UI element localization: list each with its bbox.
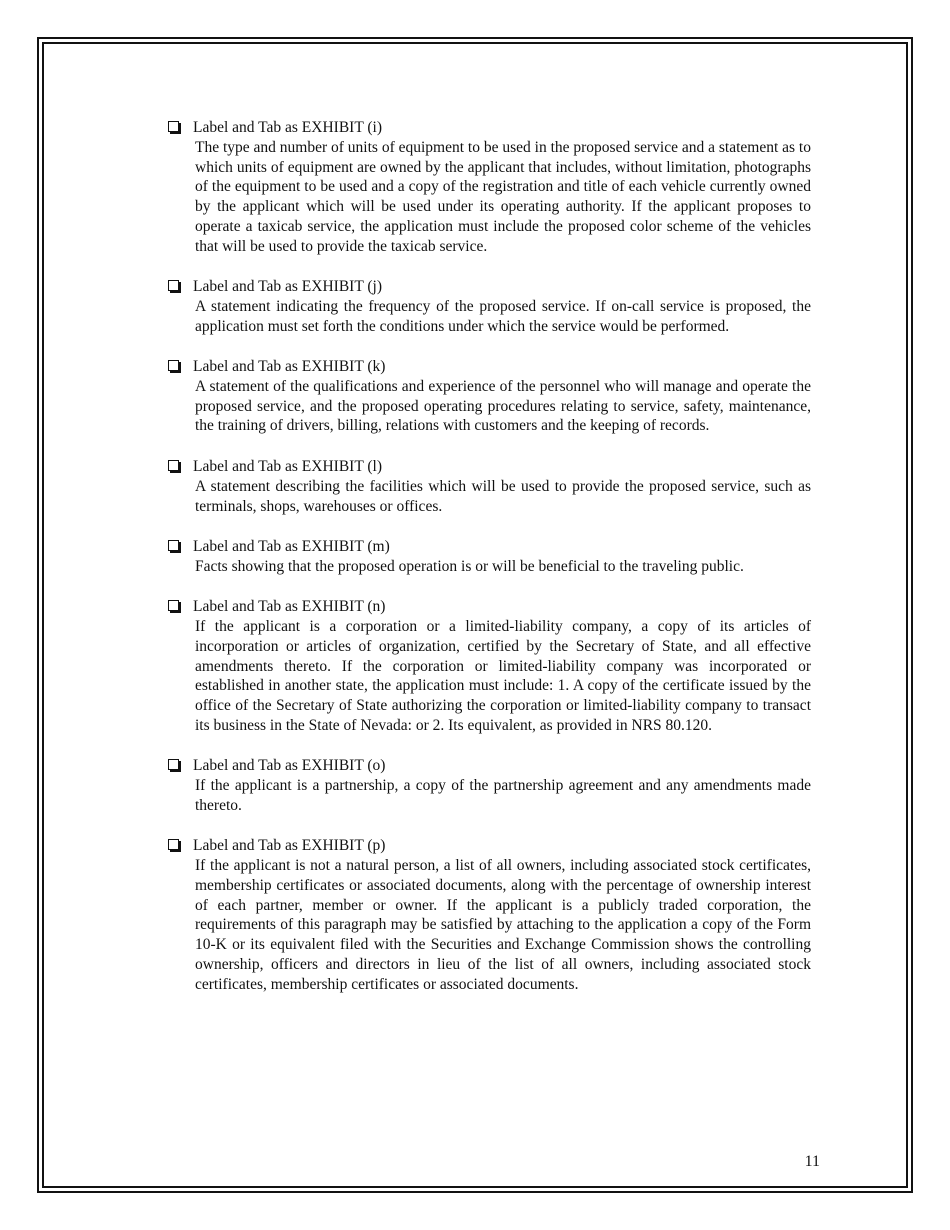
exhibit-description: A statement indicating the frequency of the proposed service. If on-call service is proposed, the application must set forth the conditions under which the service would be performed. bbox=[195, 297, 811, 335]
checkbox-icon[interactable] bbox=[168, 600, 179, 611]
exhibit-label: Label and Tab as EXHIBIT (n) bbox=[193, 598, 386, 616]
checkbox-icon[interactable] bbox=[168, 540, 179, 551]
checkbox-icon[interactable] bbox=[168, 759, 179, 770]
exhibit-header bbox=[167, 755, 811, 776]
exhibit-j bbox=[167, 276, 811, 336]
exhibit-description: A statement of the qualifications and experience of the personnel who will manage and operate the proposed service, and the proposed operating procedures relating to service, safety, maintenance, the training of drivers, billing, relations with customers and the keeping of records. bbox=[195, 378, 811, 435]
exhibit-k bbox=[167, 356, 811, 436]
exhibit-description: If the applicant is a corporation or a limited-liability company, a copy of its articles of incorporation or articles of organization, certified by the Secretary of State, and all effective amendments thereto. If the corporation or limited-liability company was incorporated or established in another state, the application must include: 1. A copy of the certificate issued by the office of the Secretary of State authorizing the corporation or limited-liability company to transact its business in the State of Nevada: or 2. Its equivalent, as provided in NRS 80.120. bbox=[195, 618, 811, 734]
exhibit-m bbox=[167, 536, 811, 577]
exhibit-o bbox=[167, 755, 811, 815]
exhibit-l bbox=[167, 456, 811, 516]
exhibit-header bbox=[167, 596, 811, 617]
checkbox-icon[interactable] bbox=[168, 460, 179, 471]
exhibit-label: Label and Tab as EXHIBIT (i) bbox=[193, 119, 383, 136]
exhibit-header bbox=[167, 356, 811, 377]
exhibit-description: A statement describing the facilities which will be used to provide the proposed service, such as terminals, shops, warehouses or offices. bbox=[195, 477, 811, 515]
exhibit-header bbox=[167, 276, 811, 297]
exhibit-label: Label and Tab as EXHIBIT (l) bbox=[193, 457, 383, 475]
exhibit-p bbox=[167, 835, 811, 994]
exhibit-label: Label and Tab as EXHIBIT (m) bbox=[193, 537, 390, 555]
exhibit-header bbox=[167, 456, 811, 477]
exhibit-description: Facts showing that the proposed operation is or will be beneficial to the traveling public. bbox=[195, 557, 744, 575]
exhibit-i bbox=[167, 117, 811, 256]
exhibit-list bbox=[167, 117, 811, 1014]
exhibit-description: If the applicant is not a natural person, a list of all owners, including associated stock certificates, membership certificates or associated documents, along with the percentage of ownership interest of each partner, member or owner. If the applicant is a publicly traded corporation, the requirements of this paragraph may be satisfied by attaching to the application a copy of the Form 10-K or its equivalent filed with the Securities and Exchange Commission shows the controlling ownership, officers and directors in lieu of the list of all owners, including associated stock certificates, membership certificates or associated documents. bbox=[195, 857, 811, 993]
exhibit-label: Label and Tab as EXHIBIT (k) bbox=[193, 358, 386, 375]
page-number: 11 bbox=[804, 1153, 820, 1170]
checkbox-icon[interactable] bbox=[168, 839, 179, 850]
exhibit-description: If the applicant is a partnership, a copy of the partnership agreement and any amendments made thereto. bbox=[195, 777, 811, 814]
exhibit-n bbox=[167, 596, 811, 735]
exhibit-header bbox=[167, 536, 811, 557]
exhibit-label: Label and Tab as EXHIBIT (o) bbox=[193, 757, 386, 775]
exhibit-label: Label and Tab as EXHIBIT (p) bbox=[193, 837, 386, 855]
exhibit-label: Label and Tab as EXHIBIT (j) bbox=[193, 277, 383, 295]
exhibit-header bbox=[167, 117, 811, 138]
exhibit-description: The type and number of units of equipment to be used in the proposed service and a statement as to which units of equipment are owned by the applicant that includes, without limitation, photographs of the equipment to be used and a copy of the registration and title of each vehicle currently owned by the applicant which will be used under its operating authority. If the applicant proposes to operate a taxicab service, the application must include the proposed color scheme of the vehicles that will be used to provide the taxicab service. bbox=[195, 139, 811, 255]
checkbox-icon[interactable] bbox=[168, 121, 179, 132]
checkbox-icon[interactable] bbox=[168, 280, 179, 291]
exhibit-header bbox=[167, 835, 811, 856]
checkbox-icon[interactable] bbox=[168, 360, 179, 371]
